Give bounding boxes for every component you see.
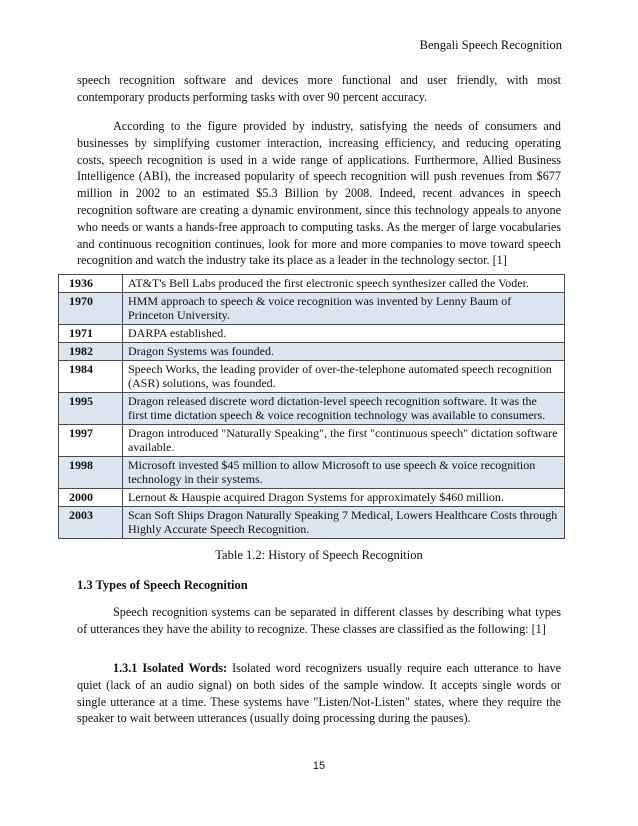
event-cell: Speech Works, the leading provider of over-the-telephone automated speech recognition (ASR) solutions, was founded. [123,361,565,393]
table-row [59,293,565,325]
table-row [59,275,565,293]
history-table [58,274,565,539]
year-cell: 1998 [59,457,123,489]
isolated-words-paragraph [77,660,561,727]
types-paragraph: Speech recognition systems can be separated in different classes by describing what types of utterances they have the ability to recognize. These classes are classified as the following: [1] [77,605,561,636]
year-cell: 2000 [59,489,123,507]
table-row [59,393,565,425]
year-cell: 1970 [59,293,123,325]
event-cell: Lernout & Hauspie acquired Dragon Systems for approximately $460 million. [123,489,565,507]
figure-paragraph: According to the figure provided by industry, satisfying the needs of consumers and businesses by simplifying customer interaction, increasing efficiency, and reducing operating costs, speech recognition is used in a wide range of applications. Furthermore, Allied Business Intelligence (ABI), the increased popularity of speech recognition will push revenues from $677 million in 2002 to an estimated $5.3 Billion by 2008. Indeed, recent advances in speech recognition software are creating a dynamic environment, since this technology appeals to anyone who needs or wants a hands-free approach to computing tasks. As the merger of large vocabularies and continuous recognition continues, look for more and more companies to move toward speech recognition and watch the industry take its place as a leader in the technology sector. [1] [77,119,561,268]
year-cell: 1936 [59,275,123,293]
event-cell: Dragon Systems was founded. [123,343,565,361]
table-row [59,507,565,539]
table-row [59,361,565,393]
running-header: Bengali Speech Recognition [419,38,562,52]
event-cell: Scan Soft Ships Dragon Naturally Speaking 7 Medical, Lowers Healthcare Costs through Highly Accurate Speech Recognition. [123,507,565,539]
event-cell: AT&T's Bell Labs produced the first electronic speech synthesizer called the Voder. [123,275,565,293]
isolated-words-heading: 1.3.1 Isolated Words: [113,661,228,675]
year-cell: 1971 [59,325,123,343]
table-row [59,343,565,361]
event-cell: Dragon released discrete word dictation-level speech recognition software. It was the first time dictation speech & voice recognition technology was available to consumers. [123,393,565,425]
table-row [59,489,565,507]
table-row [59,425,565,457]
year-cell: 2003 [59,507,123,539]
year-cell: 1984 [59,361,123,393]
table-row [59,457,565,489]
year-cell: 1995 [59,393,123,425]
page-number: 15 [312,760,326,772]
table-caption: Table 1.2: History of Speech Recognition [215,548,423,562]
table-row [59,325,565,343]
isolated-words-text: Isolated word recognizers usually require each utterance to have quiet (lack of an audio signal) on both sides of the sample window. It accepts single words or single utterance at a time. These systems have "Listen/Not-Listen" states, where they require the speaker to wait between utterances (usually doing processing during the pauses). [77,661,561,726]
intro-paragraph: speech recognition software and devices more functional and user friendly, with most contemporary products performing tasks with over 90 percent accuracy. [77,73,561,104]
event-cell: HMM approach to speech & voice recognition was invented by Lenny Baum of Princeton University. [123,293,565,325]
year-cell: 1997 [59,425,123,457]
section-heading: 1.3 Types of Speech Recognition [77,578,248,592]
event-cell: Dragon introduced "Naturally Speaking", the first "continuous speech" dictation software available. [123,425,565,457]
event-cell: Microsoft invested $45 million to allow Microsoft to use speech & voice recognition technology in their systems. [123,457,565,489]
event-cell: DARPA established. [123,325,565,343]
year-cell: 1982 [59,343,123,361]
